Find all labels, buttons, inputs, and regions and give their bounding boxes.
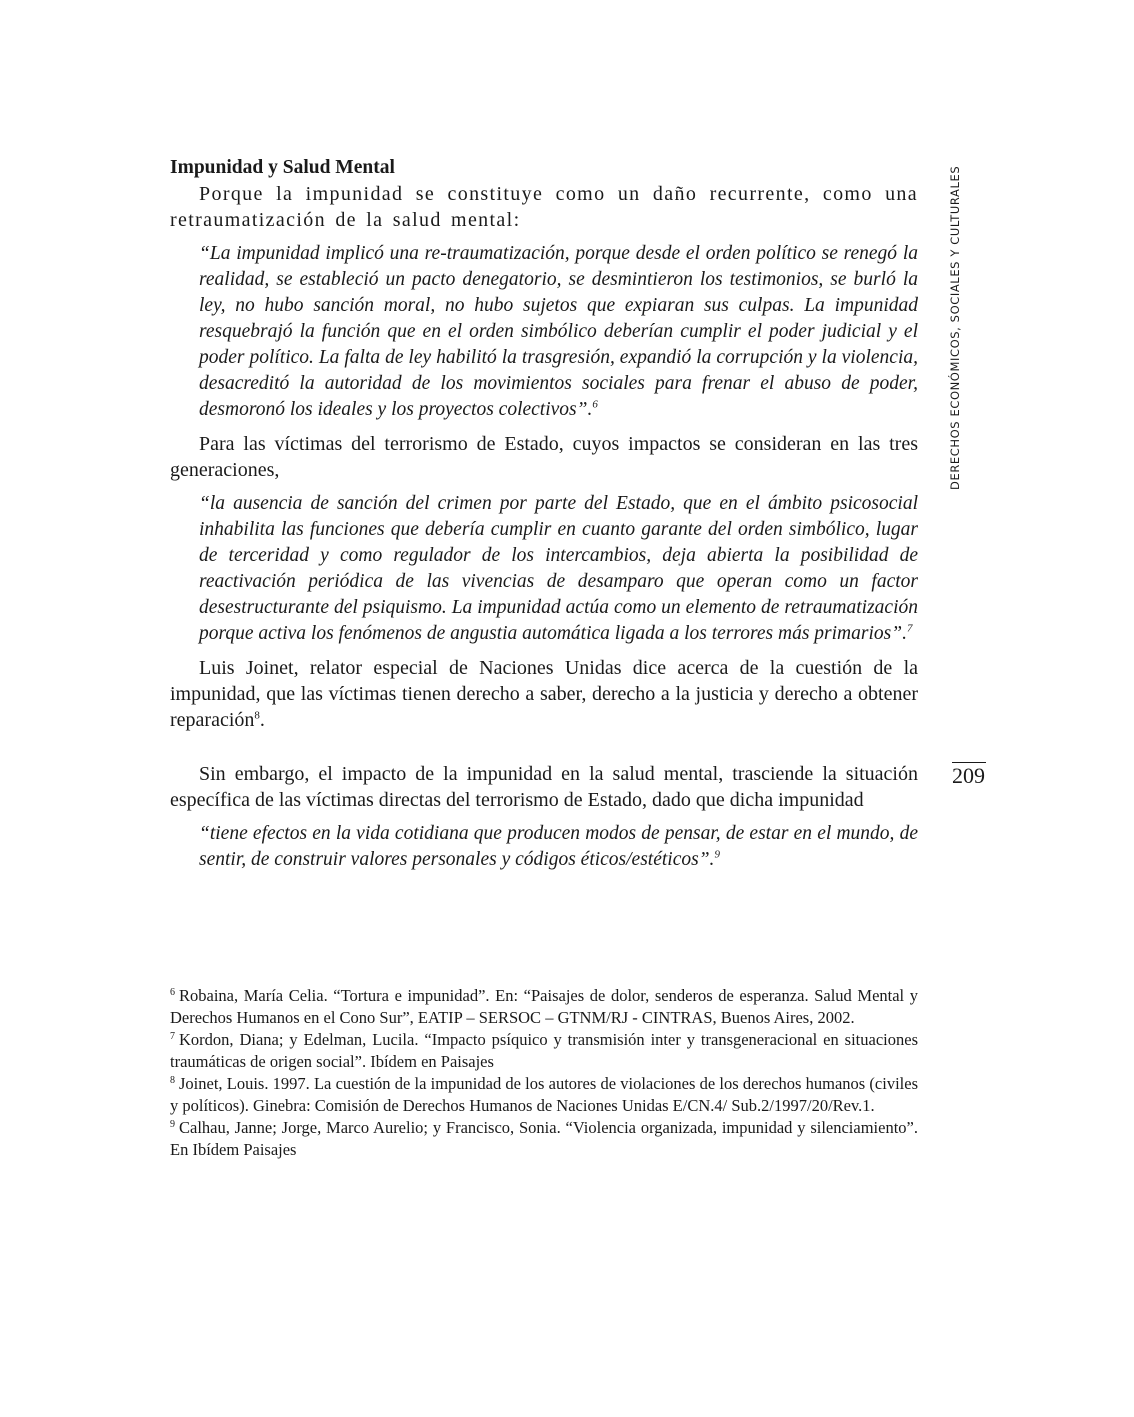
footnote-text: Joinet, Louis. 1997. La cuestión de la impunidad de los autores de violaciones de los derechos humanos (civiles y políticos). Ginebra: Comisión de Derechos Humanos de Naciones Unidas E/CN.4/ Sub.2/1997/20/Rev.1. <box>170 1074 918 1115</box>
running-title: DERECHOS ECONÓMICOS, SOCIALES Y CULTURALES <box>948 165 962 490</box>
footnote-7 <box>170 1029 918 1073</box>
footnote-text: Calhau, Janne; Jorge, Marco Aurelio; y Francisco, Sonia. “Violencia organizada, impunidad y silenciamiento”. En Ibídem Paisajes <box>170 1118 918 1159</box>
footnote-text: Robaina, María Celia. “Tortura e impunidad”. En: “Paisajes de dolor, senderos de esperanza. Salud Mental y Derechos Humanos en el Cono Sur”, EATIP – SERSOC – GTNM/RJ - CINTRAS, Buenos Aires, 2002. <box>170 986 918 1027</box>
block-quote-1 <box>199 241 918 423</box>
footnote-number: 8 <box>170 1074 175 1086</box>
footnote-number: 9 <box>170 1118 175 1130</box>
quote-1-text: “La impunidad implicó una re-traumatización, porque desde el orden político se renegó la realidad, se estableció un pacto denegatorio, se desmintieron los testimonios, se burló la ley, no hubo sanción moral, no hubo sujetos que expiaran sus culpas. La impunidad resquebrajó la función que en el orden simbólico deberían cumplir el poder judicial y el poder político. La falta de ley habilitó la trasgresión, expandió la corrupción y la violencia, desacreditó la autoridad de los movimientos sociales para frenar el abuso de poder, desmoronó los ideales y los proyectos colectivos”. <box>199 243 918 420</box>
footnote-ref-9[interactable]: 9 <box>714 848 720 861</box>
page-number: 209 <box>952 763 985 788</box>
footnote-number: 7 <box>170 1030 175 1042</box>
paragraph-4: Sin embargo, el impacto de la impunidad en la salud mental, trasciende la situación específica de las víctimas directas del terrorismo de Estado, dado que dicha impunidad <box>170 763 918 811</box>
block-quote-3 <box>199 821 918 873</box>
footnote-text: Kordon, Diana; y Edelman, Lucila. “Impacto psíquico y transmisión inter y transgeneracional en situaciones traumáticas de origen social”. Ibídem en Paisajes <box>170 1030 918 1071</box>
footnote-9 <box>170 1117 918 1161</box>
footnote-ref-6[interactable]: 6 <box>592 398 598 411</box>
paragraph-2: Para las víctimas del terrorismo de Estado, cuyos impactos se consideran en las tres generaciones, <box>170 433 918 481</box>
paragraph-1: Porque la impunidad se constituye como un daño recurrente, como una retraumatización de la salud mental: <box>170 183 918 231</box>
main-text <box>170 155 918 881</box>
footnote-number: 6 <box>170 986 175 998</box>
paragraph-3-text: Luis Joinet, relator especial de Naciones Unidas dice acerca de la cuestión de la impunidad, que las víctimas tienen derecho a saber, derecho a la justicia y derecho a obtener reparación <box>170 657 918 731</box>
footnotes <box>170 985 918 1161</box>
footnote-ref-8[interactable]: 8 <box>254 709 260 722</box>
block-quote-2 <box>199 491 918 647</box>
quote-2-text: “la ausencia de sanción del crimen por parte del Estado, que en el ámbito psicosocial inhabilita las funciones que debería cumplir en cuanto garante del orden simbólico, lugar de terceridad y como regulador de los intercambios, deja abierta la posibilidad de reactivación periódica de las vivencias de desamparo que operan como un factor desestructurante del psiquismo. La impunidad actúa como un elemento de retraumatización porque activa los fenómenos de angustia automática ligada a los terrores más primarios”. <box>199 493 918 644</box>
footnote-ref-7[interactable]: 7 <box>906 622 913 635</box>
paragraph-3 <box>170 655 918 733</box>
section-heading: Impunidad y Salud Mental <box>170 157 395 178</box>
quote-3-text: “tiene efectos en la vida cotidiana que producen modos de pensar, de estar en el mundo, de sentir, de construir valores personales y códigos éticos/estéticos”. <box>199 823 918 870</box>
footnote-8 <box>170 1073 918 1117</box>
paragraph-3-end: . <box>259 709 265 731</box>
footnote-6 <box>170 985 918 1029</box>
